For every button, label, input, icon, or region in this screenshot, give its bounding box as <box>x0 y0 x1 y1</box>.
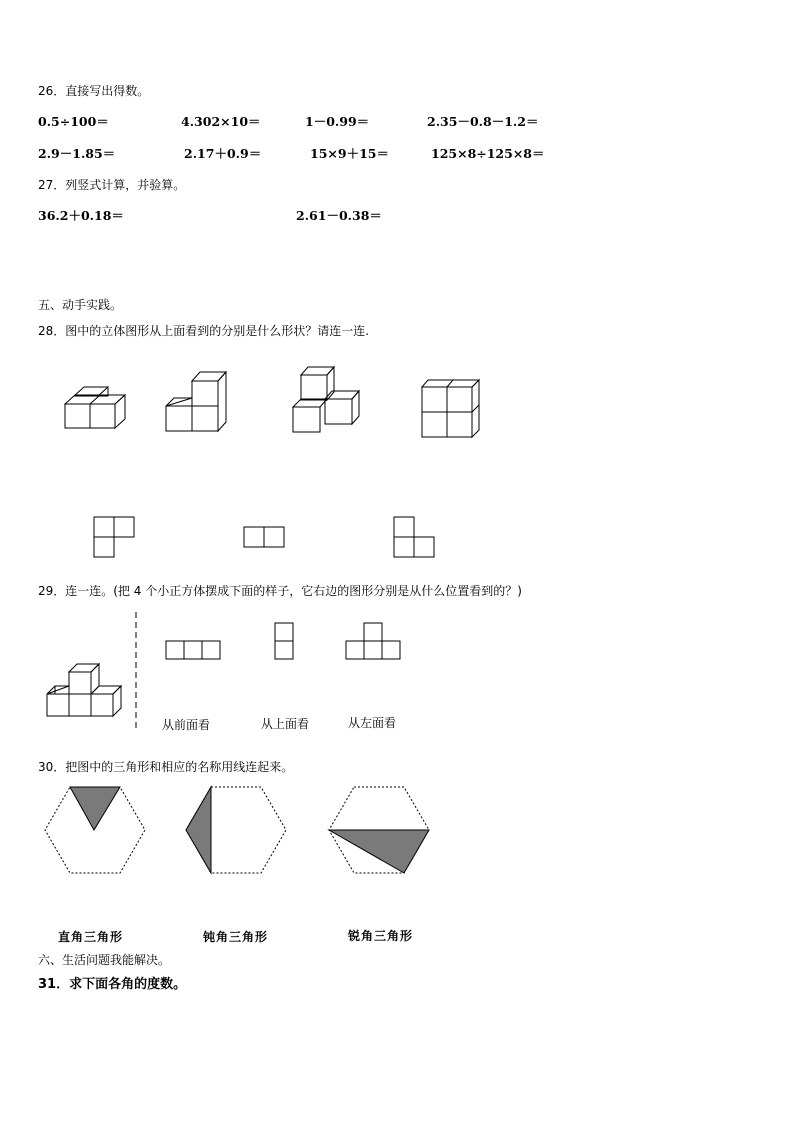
q30-title: 30．把图中的三角形和相应的名称用线连起来。 <box>38 760 294 774</box>
q28-solid-2 <box>166 372 226 431</box>
section-6-heading: 六、生活问题我能解决。 <box>38 953 171 967</box>
q29-view-2 <box>275 623 293 659</box>
q26-expr: 1－0.99＝ <box>305 114 370 129</box>
q27-expr: 2.61－0.38＝ <box>296 208 382 223</box>
q26-title: 26．直接写出得数。 <box>38 84 150 98</box>
q28-solid-1 <box>65 387 125 428</box>
q29-label: 从上面看 <box>261 717 310 731</box>
q26-expr: 2.9－1.85＝ <box>38 146 116 161</box>
q27-expr: 36.2＋0.18＝ <box>38 208 124 223</box>
q28-view-2 <box>244 527 284 547</box>
q29-view-1 <box>166 641 220 659</box>
q29-label: 从左面看 <box>348 716 397 730</box>
q26-expr: 2.35－0.8－1.2＝ <box>427 114 539 129</box>
q26-expr: 15×9＋15＝ <box>310 146 389 161</box>
q27-title: 27．列竖式计算，并验算。 <box>38 178 186 192</box>
q28-solid-3 <box>293 367 359 432</box>
q30-label: 直角三角形 <box>58 930 124 944</box>
q28-title: 28．图中的立体图形从上面看到的分别是什么形状？请连一连. <box>38 324 370 338</box>
q28-solid-4 <box>422 380 479 437</box>
q30-hexagon-2 <box>186 787 286 873</box>
q28-view-3 <box>394 517 434 557</box>
q26-expr: 2.17＋0.9＝ <box>184 146 262 161</box>
q29-title: 29．连一连。(把 4 个小正方体摆成下面的样子，它右边的图形分别是从什么位置看到的？) <box>38 584 522 598</box>
q30-label: 锐角三角形 <box>348 929 414 943</box>
q31-title: 31．求下面各角的度数。 <box>38 977 187 992</box>
q30-label: 钝角三角形 <box>203 930 269 944</box>
q26-expr: 125×8÷125×8＝ <box>431 146 545 161</box>
q30-hexagon-3 <box>329 787 429 873</box>
q29-view-3 <box>346 623 400 659</box>
q28-view-1 <box>94 517 134 557</box>
q30-hexagon-1 <box>45 787 145 873</box>
q26-expr: 0.5÷100＝ <box>38 114 109 129</box>
q29-solid <box>47 664 121 716</box>
q26-expr: 4.302×10＝ <box>181 114 261 129</box>
q29-label: 从前面看 <box>162 718 211 732</box>
section-5-heading: 五、动手实践。 <box>38 298 123 312</box>
